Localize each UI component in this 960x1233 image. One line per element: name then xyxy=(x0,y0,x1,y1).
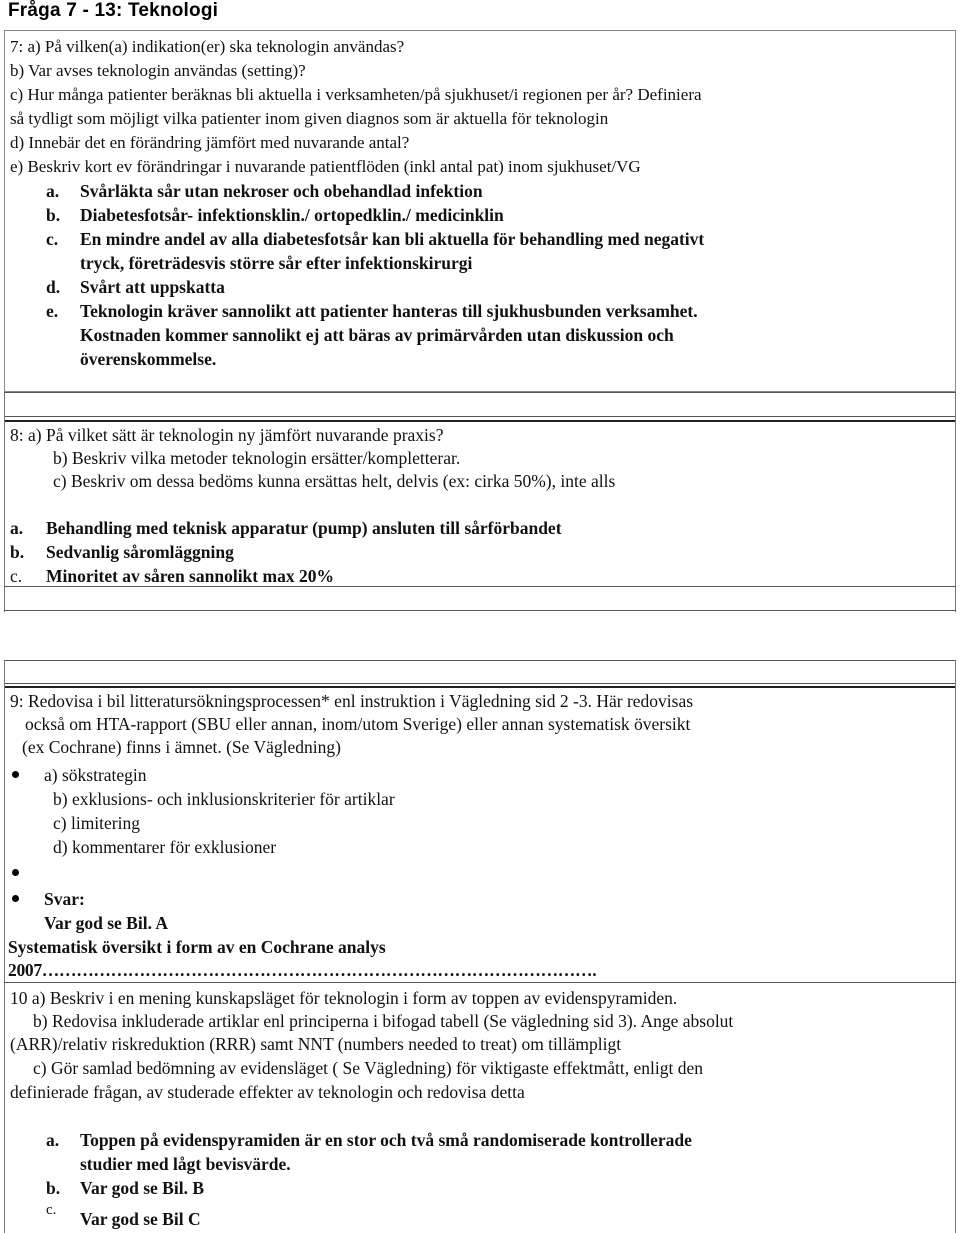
cell-border xyxy=(955,660,956,1233)
divider xyxy=(4,982,956,983)
q7-question-line: så tydligt som möjligt vilka patienter inom given diagnos som är aktuella för teknologin xyxy=(10,109,609,128)
divider xyxy=(4,686,956,688)
q8-answer-marker: a. xyxy=(10,518,24,538)
q7-question-line: e) Beskriv kort ev förändringar i nuvarande patientflöden (inkl antal pat) inom sjukhuset/VG xyxy=(10,157,641,176)
q8-question-line: 8: a) På vilket sätt är teknologin ny jämfört nuvarande praxis? xyxy=(10,425,444,445)
q7-answer-marker: c. xyxy=(46,229,59,249)
q7-answer-marker: d. xyxy=(46,277,61,297)
q9-intro-line: (ex Cochrane) finns i ämnet. (Se Vägledning) xyxy=(22,737,341,757)
page-title: Fråga 7 - 13: Teknologi xyxy=(8,0,219,21)
divider xyxy=(4,610,956,611)
q10-question-line: definierade frågan, av studerade effekter av teknologin och redovisa detta xyxy=(10,1082,525,1102)
divider xyxy=(4,392,956,393)
q7-answer-text: Svårt att uppskatta xyxy=(80,277,225,297)
q10-question-line: 10 a) Beskriv i en mening kunskapsläget för teknologin i form av toppen av evidenspyramiden. xyxy=(10,988,678,1008)
q8-answer-marker: c. xyxy=(10,566,23,586)
q7-answer-text: Teknologin kräver sannolikt att patienter hanteras till sjukhusbunden verksamhet. xyxy=(80,301,698,321)
cell-border xyxy=(4,660,5,1233)
q8-answer-text: Sedvanlig såromläggning xyxy=(46,542,234,562)
bullet-icon xyxy=(12,771,19,778)
q7-answer-marker: e. xyxy=(46,301,59,321)
q8-question-line: b) Beskriv vilka metoder teknologin ersätter/kompletterar. xyxy=(53,448,461,468)
q7-answer-text: Kostnaden kommer sannolikt ej att bäras av primärvården utan diskussion och xyxy=(80,325,674,345)
q9-svar-label: Svar: xyxy=(44,889,85,909)
q7-question-line: c) Hur många patienter beräknas bli aktuella i verksamheten/på sjukhuset/i regionen per år? Definiera xyxy=(10,85,702,104)
q9-intro-line: 9: Redovisa i bil litteratursökningsprocessen* enl instruktion i Vägledning sid 2 -3. Här redovisas xyxy=(10,691,694,711)
q7-answer-marker: b. xyxy=(46,205,61,225)
q8-answer-text: Behandling med teknisk apparatur (pump) ansluten till sårförbandet xyxy=(46,518,562,538)
q7-answer-text: tryck, företrädesvis större sår efter infektionskirurgi xyxy=(80,253,473,273)
q10-answer-text: Var god se Bil. B xyxy=(80,1178,204,1198)
q9-answer-line: Systematisk översikt i form av en Cochrane analys xyxy=(8,937,386,957)
divider xyxy=(4,420,956,422)
divider xyxy=(4,660,956,661)
bullet-icon xyxy=(12,869,19,876)
q9-answer-line: Var god se Bil. A xyxy=(44,913,168,933)
q9-answer-line: 2007……………………………………………………………………………………. xyxy=(8,960,597,980)
q8-question-line: c) Beskriv om dessa bedöms kunna ersättas helt, delvis (ex: cirka 50%), inte alls xyxy=(53,471,616,491)
q10-answer-marker: a. xyxy=(46,1130,60,1150)
q9-item: c) limitering xyxy=(53,813,140,833)
q10-question-line: (ARR)/relativ riskreduktion (RRR) samt NNT (numbers needed to treat) om tillämpligt xyxy=(10,1034,622,1054)
divider xyxy=(4,416,956,417)
cell-border xyxy=(955,392,956,612)
q10-answer-marker: b. xyxy=(46,1178,61,1198)
q8-answer-marker: b. xyxy=(10,542,25,562)
q9-item: a) sökstrategin xyxy=(44,765,147,785)
q7-question-line: b) Var avses teknologin användas (setting)? xyxy=(10,61,306,80)
divider xyxy=(4,683,956,684)
q10-answer-marker: c. xyxy=(46,1202,57,1218)
q9-item: b) exklusions- och inklusionskriterier för artiklar xyxy=(53,789,395,809)
q7-answer-text: En mindre andel av alla diabetesfotsår kan bli aktuella för behandling med negativt xyxy=(80,229,705,249)
q9-intro-line: också om HTA-rapport (SBU eller annan, inom/utom Sverige) eller annan systematisk översikt xyxy=(25,714,691,734)
q7-answer-text: Svårläkta sår utan nekroser och obehandlad infektion xyxy=(80,181,483,201)
q10-answer-text: studier med lågt bevisvärde. xyxy=(80,1154,291,1174)
page-header xyxy=(0,0,960,30)
q10-answer-text: Var god se Bil C xyxy=(80,1209,201,1229)
q7-question-line: 7: a) På vilken(a) indikation(er) ska teknologin användas? xyxy=(10,37,405,56)
q10-question-line: b) Redovisa inkluderade artiklar enl principerna i bifogad tabell (Se vägledning sid 3). Ange absolut xyxy=(33,1011,734,1031)
bullet-icon xyxy=(12,895,19,902)
q10-question-line: c) Gör samlad bedömning av evidensläget ( Se Vägledning) för viktigaste effektmått, enligt den xyxy=(33,1058,703,1078)
q8-answer-text: Minoritet av såren sannolikt max 20% xyxy=(46,566,334,586)
q10-answer-text: Toppen på evidenspyramiden är en stor och två små randomiserade kontrollerade xyxy=(80,1130,692,1150)
q7-answer-text: överenskommelse. xyxy=(80,349,217,369)
q7-answer-marker: a. xyxy=(46,181,60,201)
q9-item: d) kommentarer för exklusioner xyxy=(53,837,277,857)
cell-border xyxy=(4,392,5,612)
q7-question-line: d) Innebär det en förändring jämfört med nuvarande antal? xyxy=(10,133,410,152)
q7-answer-text: Diabetesfotsår- infektionsklin./ ortopedklin./ medicinklin xyxy=(80,205,504,225)
